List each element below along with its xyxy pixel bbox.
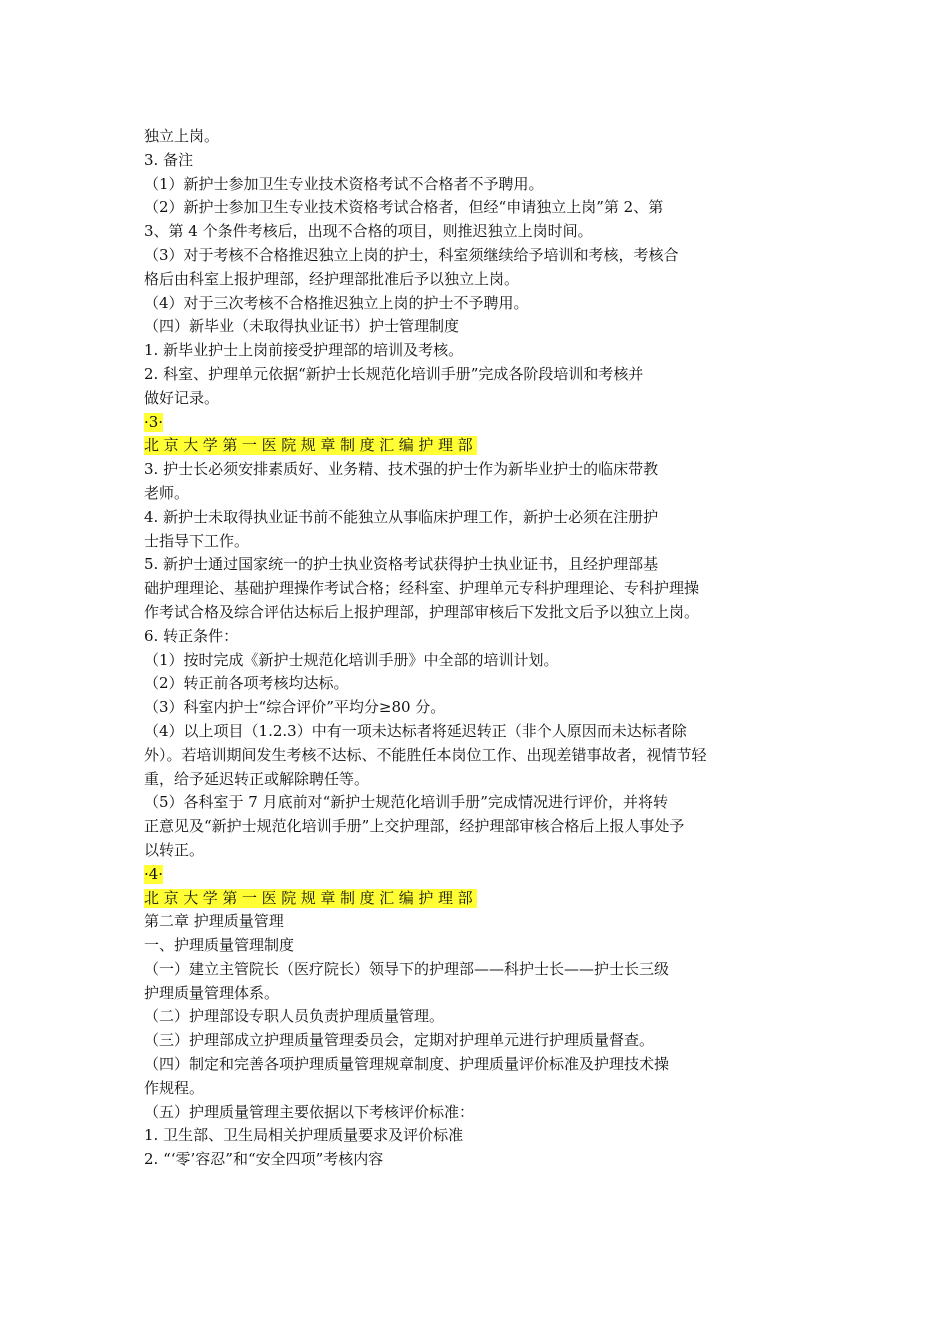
text-line: 3. 备注: [144, 150, 194, 169]
text-line: （2）转正前各项考核均达标。: [144, 674, 349, 693]
text-line: 一、护理质量管理制度: [144, 936, 295, 955]
page-number-text: ·4·: [144, 864, 164, 883]
text-line: （4）对于三次考核不合格推迟独立上岗的护士不予聘用。: [144, 293, 529, 312]
text-line: 正意见及“新护士规范化培训手册”上交护理部，经护理部审核合格后上报人事处予: [144, 817, 685, 836]
text-line: 外）。若培训期间发生考核不达标、不能胜任本岗位工作、出现差错事故者，视情节轻: [144, 745, 707, 764]
page-number-text: ·3·: [144, 412, 164, 431]
text-line: （2）新护士参加卫生专业技术资格考试合格者，但经“申请独立上岗”第 2、第: [144, 198, 664, 217]
text-line: （五）护理质量管理主要依据以下考核评价标准：: [144, 1102, 475, 1121]
text-line: （三）护理部成立护理质量管理委员会，定期对护理单元进行护理质量督查。: [144, 1031, 655, 1050]
running-header-text: 北京大学第一医院规章制度汇编护理部: [144, 436, 478, 455]
text-line: （四）新毕业（未取得执业证书）护士管理制度: [144, 317, 460, 336]
text-line: 士指导下工作。: [144, 531, 250, 550]
running-header: [144, 434, 804, 458]
text-line: 2. “‘零’容忍”和“安全四项”考核内容: [144, 1150, 384, 1169]
text-line: （四）制定和完善各项护理质量管理规章制度、护理质量评价标准及护理技术操: [144, 1055, 670, 1074]
text-line: 5. 新护士通过国家统一的护士执业资格考试获得护士执业证书，且经护理部基: [144, 555, 659, 574]
text-line: 独立上岗。: [144, 127, 220, 145]
page-number: [144, 863, 804, 887]
text-line: （5）各科室于 7 月底前对“新护士规范化培训手册”完成情况进行评价，并将转: [144, 793, 668, 812]
text-line: （3）对于考核不合格推迟独立上岗的护士，科室须继续给予培训和考核，考核合: [144, 245, 679, 264]
text-line: 重，给予延迟转正或解除聘任等。: [144, 769, 370, 788]
text-line: 护理质量管理体系。: [144, 983, 280, 1002]
text-line: （4）以上项目（1.2.3）中有一项未达标者将延迟转正（非个人原因而未达标者除: [144, 721, 687, 740]
running-header-text: 北京大学第一医院规章制度汇编护理部: [144, 888, 478, 907]
text-line: 4. 新护士未取得执业证书前不能独立从事临床护理工作，新护士必须在注册护: [144, 507, 659, 526]
text-line: 以转正。: [144, 840, 205, 859]
text-line: 做好记录。: [144, 388, 220, 407]
text-line: （1）按时完成《新护士规范化培训手册》中全部的培训计划。: [144, 650, 559, 669]
text-line: 作规程。: [144, 1078, 205, 1097]
text-line: 作考试合格及综合评估达标后上报护理部，护理部审核后下发批文后予以独立上岗。: [144, 602, 700, 621]
text-line: 1. 卫生部、卫生局相关护理质量要求及评价标准: [144, 1126, 464, 1145]
text-line: 6. 转正条件：: [144, 626, 239, 645]
document-body: [144, 125, 804, 1172]
text-line: （二）护理部设专职人员负责护理质量管理。: [144, 1007, 445, 1026]
text-line: 3. 护士长必须安排素质好、业务精、技术强的护士作为新毕业护士的临床带教: [144, 460, 659, 479]
text-line: （1）新护士参加卫生专业技术资格考试不合格者不予聘用。: [144, 174, 544, 193]
running-header: [144, 887, 804, 911]
text-line: 础护理理论、基础护理操作考试合格；经科室、护理单元专科护理理论、专科护理操: [144, 579, 700, 598]
text-line: 格后由科室上报护理部，经护理部批准后予以独立上岗。: [144, 269, 520, 288]
text-line: 3、第 4 个条件考核后，出现不合格的项目，则推迟独立上岗时间。: [144, 222, 593, 241]
page-number: [144, 411, 804, 435]
text-line: （一）建立主管院长（医疗院长）领导下的护理部——科护士长——护士长三级: [144, 959, 670, 978]
text-line: （3）科室内护士“综合评价”平均分≥80 分。: [144, 698, 446, 717]
text-line: 1. 新毕业护士上岗前接受护理部的培训及考核。: [144, 341, 464, 360]
text-line: 第二章 护理质量管理: [144, 912, 284, 931]
text-line: 老师。: [144, 483, 190, 502]
text-line: 2. 科室、护理单元依据“新护士长规范化培训手册”完成各阶段培训和考核并: [144, 364, 644, 383]
